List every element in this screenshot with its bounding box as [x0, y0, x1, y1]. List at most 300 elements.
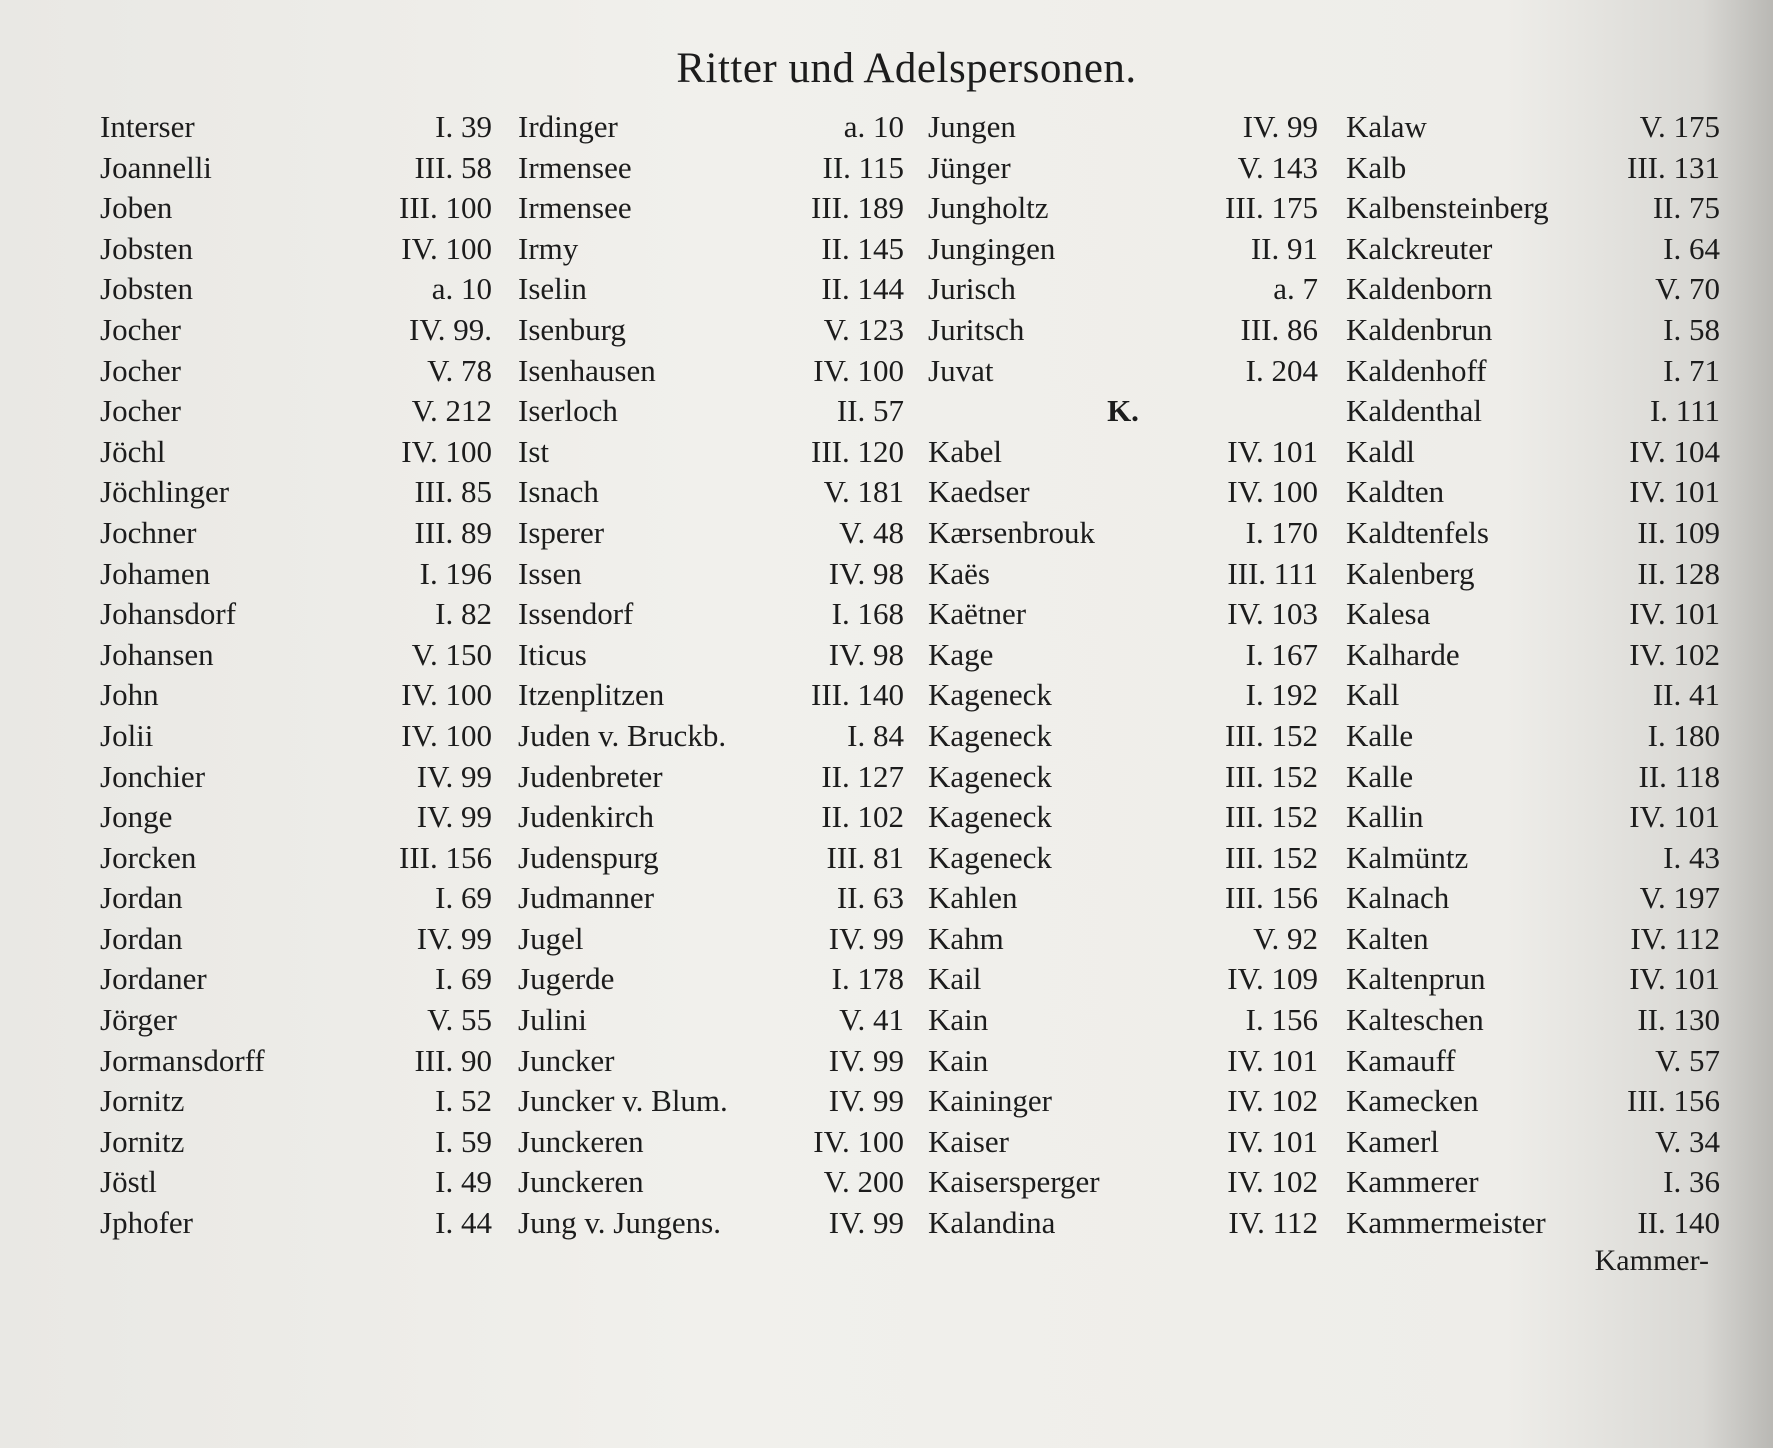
entry-reference: I. 156	[1245, 1002, 1318, 1038]
entry-reference: III. 175	[1225, 190, 1318, 226]
entry-name: Kageneck	[928, 677, 1052, 713]
entry-reference: V. 197	[1639, 880, 1720, 916]
index-entry	[100, 1081, 492, 1122]
entry-reference: IV. 101	[1227, 433, 1318, 469]
entry-reference: IV. 100	[813, 352, 904, 388]
index-entry	[100, 797, 492, 838]
entry-name: Judenspurg	[518, 839, 659, 875]
index-entry	[518, 635, 904, 676]
entry-name: Juritsch	[928, 311, 1025, 347]
entry-reference: III. 90	[414, 1042, 492, 1078]
entry-name: Jordan	[100, 880, 183, 916]
entry-name: John	[100, 677, 159, 713]
index-entry	[518, 716, 904, 757]
index-entry	[1346, 959, 1720, 1000]
index-entry	[1346, 716, 1720, 757]
index-entry	[928, 188, 1318, 229]
entry-reference: IV. 99	[1242, 109, 1318, 144]
entry-reference: IV. 100	[813, 1123, 904, 1159]
entry-reference: IV. 100	[401, 230, 492, 266]
entry-name: Jörger	[100, 1002, 177, 1038]
entry-reference: V. 78	[427, 352, 492, 388]
index-entry	[928, 716, 1318, 757]
entry-reference: IV. 102	[1629, 636, 1720, 672]
entry-reference: V. 123	[823, 311, 904, 347]
index-entry	[100, 107, 492, 148]
entry-reference: V. 92	[1253, 920, 1318, 956]
entry-name: Kammerer	[1346, 1164, 1479, 1200]
entry-reference: I. 69	[435, 880, 492, 916]
entry-name: Jöstl	[100, 1164, 157, 1200]
entry-name: Kaldenhoff	[1346, 352, 1487, 388]
entry-reference: II. 115	[822, 149, 904, 185]
entry-reference: II. 75	[1652, 190, 1720, 226]
entry-reference: I. 196	[419, 555, 492, 591]
entry-reference: II. 91	[1250, 230, 1318, 266]
entry-reference: I. 39	[435, 109, 492, 144]
entry-name: Kalle	[1346, 758, 1414, 794]
index-entry	[928, 757, 1318, 798]
index-entry	[518, 229, 904, 270]
entry-name: Kaiser	[928, 1123, 1009, 1159]
entry-name: Jolii	[100, 717, 154, 753]
entry-reference: a. 10	[843, 109, 904, 144]
entry-reference: IV. 101	[1629, 596, 1720, 632]
entry-name: Irdinger	[518, 109, 618, 144]
entry-reference: I. 111	[1649, 393, 1720, 429]
entry-name: Jungingen	[928, 230, 1056, 266]
entry-name: Kageneck	[928, 839, 1052, 875]
index-entry	[518, 594, 904, 635]
entry-reference: I. 64	[1663, 230, 1720, 266]
index-entry	[928, 513, 1318, 554]
entry-reference: I. 52	[435, 1083, 492, 1119]
entry-name: Jonchier	[100, 758, 206, 794]
entry-reference: II. 118	[1638, 758, 1720, 794]
entry-reference: IV. 101	[1227, 1123, 1318, 1159]
entry-name: Isperer	[518, 514, 605, 550]
entry-name: Kaldenbrun	[1346, 311, 1493, 347]
entry-reference: IV. 99	[828, 1042, 904, 1078]
entry-name: Kalb	[1346, 149, 1407, 185]
index-entry	[928, 148, 1318, 189]
entry-name: Juncker v. Blum.	[518, 1083, 728, 1119]
entry-name: Kalnach	[1346, 880, 1450, 916]
entry-name: Jornitz	[100, 1083, 185, 1119]
entry-reference: V. 212	[411, 393, 492, 429]
index-entry	[928, 635, 1318, 676]
entry-name: Juden v. Bruckb.	[518, 717, 727, 753]
entry-name: Irmensee	[518, 190, 632, 226]
entry-reference: I. 168	[831, 596, 904, 632]
entry-reference: IV. 100	[401, 717, 492, 753]
index-entry	[518, 472, 904, 513]
index-entry	[1346, 838, 1720, 879]
entry-reference: IV. 101	[1629, 799, 1720, 835]
entry-reference: IV. 101	[1629, 474, 1720, 510]
index-entry	[518, 269, 904, 310]
entry-name: Kaldtenfels	[1346, 514, 1489, 550]
entry-reference: III. 140	[811, 677, 904, 713]
entry-name: Jobsten	[100, 271, 193, 307]
entry-name: Jordan	[100, 920, 183, 956]
index-entry	[1346, 1203, 1720, 1244]
index-entry	[518, 513, 904, 554]
entry-name: Kalten	[1346, 920, 1429, 956]
entry-name: Irmy	[518, 230, 579, 266]
entry-name: Kabel	[928, 433, 1003, 469]
index-entry	[100, 959, 492, 1000]
entry-name: Jorcken	[100, 839, 197, 875]
entry-name: Jormansdorff	[100, 1042, 265, 1078]
entry-reference: II. 41	[1652, 677, 1720, 713]
entry-reference: II. 144	[821, 271, 904, 307]
entry-reference: I. 84	[847, 717, 904, 753]
index-entry	[518, 1162, 904, 1203]
index-entry	[928, 310, 1318, 351]
index-entry	[928, 919, 1318, 960]
index-entry	[1346, 1081, 1720, 1122]
entry-name: Kaininger	[928, 1083, 1052, 1119]
index-entry	[1346, 757, 1720, 798]
entry-name: Julini	[518, 1002, 587, 1038]
entry-name: Kalaw	[1346, 109, 1427, 144]
index-entry	[928, 269, 1318, 310]
index-entry	[100, 594, 492, 635]
entry-reference: IV. 101	[1227, 1042, 1318, 1078]
entry-name: Kaedser	[928, 474, 1030, 510]
index-entry	[1346, 513, 1720, 554]
entry-reference: II. 63	[836, 880, 904, 916]
index-entry	[1346, 107, 1720, 148]
entry-reference: V. 34	[1655, 1123, 1720, 1159]
entry-name: Kaldl	[1346, 433, 1415, 469]
index-entry	[928, 229, 1318, 270]
entry-name: Junckeren	[518, 1164, 644, 1200]
index-entry	[518, 675, 904, 716]
entry-name: Irmensee	[518, 149, 632, 185]
entry-reference: III. 86	[1240, 311, 1318, 347]
entry-name: Iselin	[518, 271, 587, 307]
index-entry	[518, 757, 904, 798]
entry-reference: V. 55	[427, 1002, 492, 1038]
index-entry	[1346, 675, 1720, 716]
entry-name: Kaldten	[1346, 474, 1445, 510]
index-entry	[1346, 1122, 1720, 1163]
index-entry	[518, 1122, 904, 1163]
entry-name: Jocher	[100, 352, 181, 388]
entry-name: Interser	[100, 109, 195, 144]
entry-reference: I. 44	[435, 1205, 492, 1241]
index-entry	[100, 1122, 492, 1163]
entry-name: Kamerl	[1346, 1123, 1439, 1159]
entry-reference: IV. 109	[1227, 961, 1318, 997]
entry-name: Kaisersperger	[928, 1164, 1100, 1200]
index-entry	[1346, 919, 1720, 960]
entry-name: Kærsenbrouk	[928, 514, 1096, 550]
index-entry	[100, 148, 492, 189]
index-entry	[1346, 269, 1720, 310]
entry-reference: IV. 100	[401, 677, 492, 713]
entry-name: Iticus	[518, 636, 587, 672]
entry-name: Isenburg	[518, 311, 626, 347]
index-entry	[100, 310, 492, 351]
entry-reference: a. 7	[1273, 271, 1318, 307]
entry-name: Issendorf	[518, 596, 634, 632]
entry-reference: III. 111	[1227, 555, 1318, 591]
entry-reference: III. 156	[1225, 880, 1318, 916]
index-entry	[518, 310, 904, 351]
entry-reference: V. 57	[1655, 1042, 1720, 1078]
index-entry	[518, 188, 904, 229]
entry-reference: II. 140	[1637, 1205, 1720, 1241]
index-entry	[928, 351, 1318, 392]
entry-name: Jung v. Jungens.	[518, 1205, 721, 1241]
entry-reference: III. 100	[399, 190, 492, 226]
entry-name: Judmanner	[518, 880, 655, 916]
index-entry	[1346, 1041, 1720, 1082]
entry-reference: II. 128	[1637, 555, 1720, 591]
entry-reference: IV. 99.	[409, 311, 492, 347]
index-entry	[518, 919, 904, 960]
entry-reference: II. 145	[821, 230, 904, 266]
index-entry	[518, 1000, 904, 1041]
entry-reference: IV. 99	[828, 1083, 904, 1119]
index-entry	[518, 351, 904, 392]
page-title: Ritter und Adelspersonen.	[676, 45, 1137, 92]
index-entry	[100, 391, 492, 432]
entry-reference: III. 156	[1627, 1083, 1720, 1119]
index-column-4	[1346, 107, 1720, 1257]
index-entry	[100, 1203, 492, 1244]
entry-name: Jugerde	[518, 961, 615, 997]
entry-reference: III. 152	[1225, 839, 1318, 875]
index-entry	[1346, 148, 1720, 189]
entry-reference: IV. 102	[1227, 1164, 1318, 1200]
entry-reference: III. 156	[399, 839, 492, 875]
entry-name: Johansen	[100, 636, 214, 672]
entry-reference: I. 204	[1245, 352, 1318, 388]
entry-name: Joben	[100, 190, 173, 226]
entry-name: Kaldenthal	[1346, 393, 1483, 429]
entry-name: Kaltenprun	[1346, 961, 1486, 997]
index-entry	[928, 1041, 1318, 1082]
index-entry	[928, 432, 1318, 473]
index-entry	[928, 594, 1318, 635]
index-entry	[100, 351, 492, 392]
index-entry	[1346, 432, 1720, 473]
index-entry	[1346, 797, 1720, 838]
index-entry	[928, 675, 1318, 716]
entry-reference: IV. 99	[828, 1205, 904, 1241]
entry-reference: IV. 100	[401, 433, 492, 469]
entry-name: Kahm	[928, 920, 1004, 956]
index-entry	[928, 878, 1318, 919]
entry-name: Kageneck	[928, 717, 1052, 753]
entry-reference: V. 48	[839, 514, 904, 550]
entry-reference: IV. 100	[1227, 474, 1318, 510]
entry-reference: IV. 101	[1629, 961, 1720, 997]
entry-name: Kalenberg	[1346, 555, 1475, 591]
entry-reference: I. 71	[1663, 352, 1720, 388]
entry-name: Kamauff	[1346, 1042, 1456, 1078]
entry-name: Kalharde	[1346, 636, 1460, 672]
index-entry	[518, 1041, 904, 1082]
entry-reference: III. 89	[414, 514, 492, 550]
index-entry	[518, 432, 904, 473]
index-entry	[1346, 1000, 1720, 1041]
entry-name: Kageneck	[928, 758, 1052, 794]
entry-reference: IV. 112	[1228, 1205, 1318, 1241]
index-entry	[100, 716, 492, 757]
section-letter-heading	[928, 391, 1318, 432]
entry-name: Jöchlinger	[100, 474, 230, 510]
index-entry	[1346, 310, 1720, 351]
entry-name: Isnach	[518, 474, 599, 510]
index-entry	[518, 1081, 904, 1122]
index-entry	[100, 188, 492, 229]
index-entry	[518, 107, 904, 148]
entry-name: Jöchl	[100, 433, 166, 469]
entry-name: Junckeren	[518, 1123, 644, 1159]
index-entry	[100, 878, 492, 919]
index-entry	[1346, 554, 1720, 595]
entry-reference: IV. 98	[828, 636, 904, 672]
entry-name: Kallin	[1346, 799, 1424, 835]
entry-reference: I. 69	[435, 961, 492, 997]
entry-reference: II. 57	[836, 393, 904, 429]
entry-name: Kalteschen	[1346, 1002, 1484, 1038]
entry-reference: V. 200	[823, 1164, 904, 1200]
entry-reference: I. 170	[1245, 514, 1318, 550]
entry-reference: III. 189	[811, 190, 904, 226]
index-column-1	[100, 107, 492, 1257]
entry-reference: IV. 99	[416, 920, 492, 956]
index-entry	[100, 554, 492, 595]
entry-reference: V. 41	[839, 1002, 904, 1038]
entry-name: Jocher	[100, 393, 181, 429]
entry-reference: I. 59	[435, 1123, 492, 1159]
entry-reference: II. 127	[821, 758, 904, 794]
entry-name: Kall	[1346, 677, 1400, 713]
entry-name: Kalbensteinberg	[1346, 190, 1549, 226]
index-entry	[928, 1122, 1318, 1163]
index-entry	[518, 1203, 904, 1244]
entry-reference: IV. 99	[416, 758, 492, 794]
entry-reference: I. 180	[1647, 717, 1720, 753]
index-entry	[518, 554, 904, 595]
entry-reference: IV. 104	[1629, 433, 1720, 469]
index-entry	[518, 797, 904, 838]
entry-reference: V. 143	[1237, 149, 1318, 185]
index-entry	[100, 1041, 492, 1082]
index-entry	[928, 472, 1318, 513]
index-entry	[100, 635, 492, 676]
index-entry	[928, 1162, 1318, 1203]
index-entry	[100, 757, 492, 798]
entry-reference: III. 152	[1225, 717, 1318, 753]
index-entry	[100, 919, 492, 960]
entry-name: Jocher	[100, 311, 181, 347]
index-entry	[1346, 635, 1720, 676]
entry-reference: I. 167	[1245, 636, 1318, 672]
entry-name: Kain	[928, 1002, 989, 1038]
index-entry	[518, 838, 904, 879]
entry-name: Joannelli	[100, 149, 212, 185]
index-entry	[1346, 472, 1720, 513]
index-entry	[928, 1081, 1318, 1122]
entry-reference: III. 152	[1225, 758, 1318, 794]
index-entry	[928, 838, 1318, 879]
entry-reference: IV. 112	[1630, 920, 1720, 956]
entry-name: Iserloch	[518, 393, 618, 429]
entry-name: Jonge	[100, 799, 173, 835]
entry-reference: I. 43	[1663, 839, 1720, 875]
entry-name: Judenbreter	[518, 758, 663, 794]
entry-name: Juvat	[928, 352, 994, 388]
index-entry	[928, 1203, 1318, 1244]
entry-reference: V. 150	[411, 636, 492, 672]
index-entry	[1346, 229, 1720, 270]
entry-name: Jünger	[928, 149, 1011, 185]
index-entry	[100, 513, 492, 554]
entry-reference: II. 102	[821, 799, 904, 835]
entry-reference: IV. 99	[828, 920, 904, 956]
entry-name: Jornitz	[100, 1123, 185, 1159]
entry-name: Kahlen	[928, 880, 1018, 916]
entry-reference: I. 58	[1663, 311, 1720, 347]
index-entry	[518, 391, 904, 432]
entry-name: Johamen	[100, 555, 211, 591]
entry-reference: III. 131	[1627, 149, 1720, 185]
index-entry	[928, 797, 1318, 838]
index-entry	[1346, 391, 1720, 432]
entry-name: Jobsten	[100, 230, 193, 266]
index-entry	[100, 1000, 492, 1041]
entry-reference: IV. 103	[1227, 596, 1318, 632]
index-entry	[928, 107, 1318, 148]
index-entry	[1346, 188, 1720, 229]
entry-name: Kaëtner	[928, 596, 1027, 632]
entry-name: Kalckreuter	[1346, 230, 1493, 266]
index-entry	[100, 229, 492, 270]
entry-name: Juncker	[518, 1042, 615, 1078]
entry-name: Jugel	[518, 920, 584, 956]
index-entry	[518, 959, 904, 1000]
entry-reference: V. 175	[1639, 109, 1720, 144]
entry-reference: a. 10	[431, 271, 492, 307]
entry-reference: IV. 98	[828, 555, 904, 591]
entry-name: K.	[1107, 393, 1139, 429]
entry-reference: V. 181	[823, 474, 904, 510]
entry-name: Jungen	[928, 109, 1016, 144]
entry-reference: II. 130	[1637, 1002, 1720, 1038]
entry-name: Kage	[928, 636, 994, 672]
index-entry	[518, 148, 904, 189]
index-column-2	[518, 107, 904, 1257]
entry-reference: III. 58	[414, 149, 492, 185]
entry-name: Isenhausen	[518, 352, 656, 388]
entry-name: Kalmüntz	[1346, 839, 1469, 875]
entry-reference: III. 85	[414, 474, 492, 510]
entry-name: Kain	[928, 1042, 989, 1078]
entry-reference: IV. 102	[1227, 1083, 1318, 1119]
index-entry	[100, 675, 492, 716]
entry-name: Kaës	[928, 555, 990, 591]
entry-name: Jphofer	[100, 1205, 193, 1241]
catchword: Kammer-	[1594, 1244, 1709, 1277]
entry-name: Kalle	[1346, 717, 1414, 753]
